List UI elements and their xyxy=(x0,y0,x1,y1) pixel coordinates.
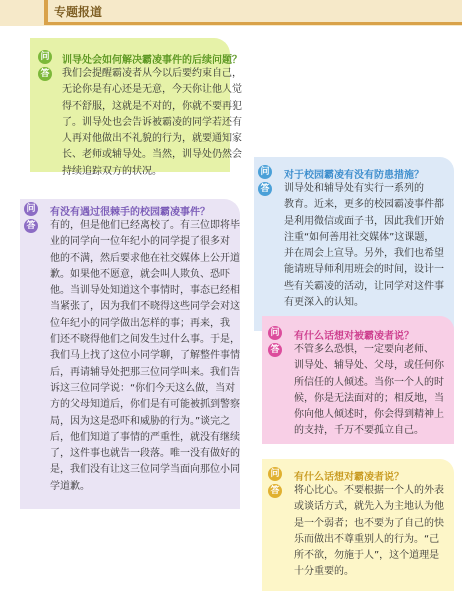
answer-badge-icon: 答 xyxy=(38,67,52,81)
answer-line: 是一个弱者；也不要为了自己的快 xyxy=(294,517,444,529)
answer-line: 十分重要的。 xyxy=(294,566,354,578)
answer-line: 我们马上找了这位小同学聊，了解整件事情 xyxy=(50,350,240,362)
answer-line: 歉。如果他不愿意，就会叫人欺负、恐吓 xyxy=(50,268,230,280)
qa-card-difficult-case xyxy=(20,199,240,509)
answer-line: 并在周会上宣导。另外，我们也希望 xyxy=(284,248,444,260)
answer-text xyxy=(50,218,240,495)
answer-badge-icon: 答 xyxy=(258,182,272,196)
answer-text xyxy=(294,483,444,581)
question-badge-icon: 问 xyxy=(38,50,52,64)
answer-line: 你向他人倾述时，你会得到精神上 xyxy=(294,409,444,421)
answer-line: 诉这三位同学说：“你们今天这么做，当对 xyxy=(50,382,236,394)
answer-line: 业的同学向一位年纪小的同学提了很多对 xyxy=(50,236,230,248)
answer-line: 学道歉。 xyxy=(50,480,90,492)
answer-text xyxy=(284,181,444,311)
question-text: 有什么话想对霸凌者说？ xyxy=(294,472,404,483)
answer-line: 了。训导处也会告诉被霸凌的同学若还有 xyxy=(62,116,242,128)
answer-line: 是，我们没有让这三位同学当面向那位小同 xyxy=(50,464,240,476)
answer-line: 候，你是无法面对的；相反地，当 xyxy=(294,392,444,404)
answer-line: 他的不满，然后要求他在社交媒体上公开道 xyxy=(50,252,240,264)
question-badge-icon: 问 xyxy=(268,326,282,340)
question-text: 有什么话想对被霸凌者说？ xyxy=(294,331,414,342)
question-badge-icon: 问 xyxy=(268,467,282,481)
qa-card-followup xyxy=(30,38,242,177)
answer-line: 们还不晓得他们之间发生过什么事。于是， xyxy=(50,334,240,346)
section-header xyxy=(0,0,462,26)
question-badge-icon: 问 xyxy=(24,202,38,216)
answer-line: 不管多么恐惧，一定要向老师、 xyxy=(294,344,434,355)
answer-line: 所信任的人倾述。当你一个人的时 xyxy=(294,376,444,388)
answer-line: 教育。近来，更多的校园霸凌事件都 xyxy=(284,199,444,211)
answer-line: 有更深入的认知。 xyxy=(284,297,364,309)
answer-line: 将心比心。不要根据一个人的外表 xyxy=(294,485,444,496)
answer-line: 后，再请辅导处把那三位同学叫来。我们告 xyxy=(50,366,240,378)
question-text: 对于校园霸凌有没有防患措施？ xyxy=(284,170,424,181)
answer-line: 位年纪小的同学做出怎样的事；再来，我 xyxy=(50,317,230,329)
answer-line: 他。当训导处知道这个事情时，事态已经相 xyxy=(50,285,240,297)
question-text: 训导处会如何解决霸凌事件的后续问题？ xyxy=(62,55,242,66)
answer-line: 的支持，千万不要孤立自己。 xyxy=(294,425,424,437)
answer-line: 方的父母知道后，你们是有可能被抓到警察 xyxy=(50,399,240,411)
answer-badge-icon: 答 xyxy=(268,343,282,357)
answer-badge-icon: 答 xyxy=(24,219,38,233)
answer-line: 些有关霸凌的活动，让同学对这件事 xyxy=(284,280,444,292)
section-title: 专题报道 xyxy=(54,5,103,19)
answer-line: 了，这件事也就告一段落。唯一没有做好的 xyxy=(50,448,240,460)
answer-line: 注重“如何善用社交媒体”这课题， xyxy=(284,231,435,243)
answer-text xyxy=(62,66,242,180)
qa-card-to-bullies xyxy=(262,459,454,591)
answer-line: 局，因为这是恐吓和威胁的行为。”谈完之 xyxy=(50,415,231,427)
question-text: 有没有遇过很棘手的校园霸凌事件？ xyxy=(50,207,210,218)
answer-text xyxy=(294,342,444,440)
answer-badge-icon: 答 xyxy=(268,484,282,498)
answer-line: 或谈话方式，就先入为主地认为他 xyxy=(294,501,444,513)
answer-line: 乐而做出不尊重别人的行为。“己 xyxy=(294,533,440,545)
answer-line: 人再对他做出不礼貌的行为，就要通知家 xyxy=(62,133,242,145)
answer-line: 持续追踪双方的状况。 xyxy=(62,165,162,177)
answer-line: 有的，但是他们已经离校了。有三位即将毕 xyxy=(50,220,240,231)
header-accent-bar xyxy=(44,0,48,22)
answer-line: 得不舒服，这就是不对的，你就不要再犯 xyxy=(62,100,242,112)
answer-line: 是利用微信或面子书，因此我们开始 xyxy=(284,215,444,227)
answer-line: 后，他们知道了事情的严重性，就没有继续 xyxy=(50,431,240,443)
question-badge-icon: 问 xyxy=(258,165,272,179)
answer-line: 训导处和辅导处有实行一系列的 xyxy=(284,183,424,194)
answer-line: 当紧张了，因为我们不晓得这些同学会对这 xyxy=(50,301,240,313)
answer-line: 无论你是有心还是无意，今天你让他人觉 xyxy=(62,84,242,96)
answer-line: 长、老师或辅导处。当然，训导处仍然会 xyxy=(62,149,242,161)
qa-card-to-victims xyxy=(262,316,454,444)
header-underline xyxy=(44,22,462,25)
answer-line: 能请班导师利用班会的时间，设计一 xyxy=(284,264,444,276)
qa-card-prevention xyxy=(254,157,454,331)
answer-line: 训导处、辅导处、父母，或任何你 xyxy=(294,360,444,372)
answer-line: 所不欲，勿施于人”，这个道理是 xyxy=(294,550,440,562)
answer-line: 我们会提醒霸凌者从今以后要约束自己， xyxy=(62,68,242,79)
